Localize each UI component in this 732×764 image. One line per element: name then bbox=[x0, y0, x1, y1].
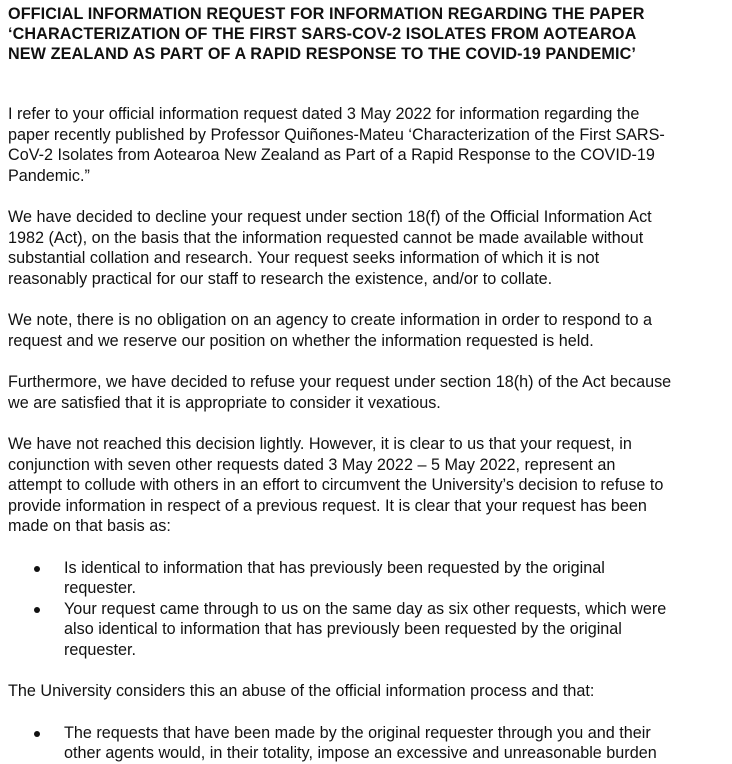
title-line: OFFICIAL INFORMATION REQUEST FOR INFORMATION REGARDING THE PAPER bbox=[8, 5, 645, 23]
bullet-icon bbox=[34, 566, 40, 572]
text-line: reasonably practical for our staff to research the existence, and/or to collate. bbox=[8, 269, 553, 288]
document-title bbox=[8, 4, 732, 64]
paragraph-no-obligation bbox=[8, 310, 732, 351]
paragraph-decision-reasoning bbox=[8, 434, 732, 537]
text-line: made on that basis as: bbox=[8, 517, 171, 535]
paragraph-abuse-statement bbox=[8, 681, 732, 702]
bullet-icon bbox=[34, 607, 40, 613]
text-line: Your request came through to us on the same day as six other requests, which were bbox=[64, 599, 667, 618]
text-line: requester. bbox=[64, 640, 136, 659]
text-line: conjunction with seven other requests dated 3 May 2022 – 5 May 2022, represent an bbox=[8, 455, 616, 474]
text-line: substantial collation and research. Your request seeks information of which it is not bbox=[8, 249, 600, 267]
paragraph-refuse-18h bbox=[8, 372, 732, 413]
text-line: The University considers this an abuse of the official information process and that: bbox=[8, 682, 595, 700]
text-line: 1982 (Act), on the basis that the information requested cannot be made available without bbox=[8, 228, 644, 247]
paragraph-decline-18f bbox=[8, 207, 732, 289]
paragraph-request-reference bbox=[8, 104, 732, 186]
bullet-icon bbox=[34, 731, 40, 737]
text-line: We note, there is no obligation on an agency to create information in order to respond to a bbox=[8, 311, 653, 329]
list-item bbox=[8, 558, 732, 599]
title-line: ‘CHARACTERIZATION OF THE FIRST SARS-COV-2 ISOLATES FROM AOTEAROA bbox=[8, 25, 637, 43]
title-line: NEW ZEALAND AS PART OF A RAPID RESPONSE TO THE COVID-19 PANDEMIC’ bbox=[8, 45, 636, 63]
bullet-list-reasons bbox=[8, 558, 732, 661]
text-line: CoV-2 Isolates from Aotearoa New Zealand as Part of a Rapid Response to the COVID-19 bbox=[8, 146, 655, 164]
text-line: other agents would, in their totality, impose an excessive and unreasonable burden bbox=[64, 744, 657, 762]
text-line: Is identical to information that has previously been requested by the original bbox=[64, 558, 605, 577]
text-line: I refer to your official information request dated 3 May 2022 for information regarding the bbox=[8, 105, 640, 123]
text-line: We have decided to decline your request under section 18(f) of the Official Information Act bbox=[8, 208, 652, 226]
document-page bbox=[8, 4, 732, 764]
text-line: we are satisfied that it is appropriate to consider it vexatious. bbox=[8, 393, 441, 412]
text-line: attempt to collude with others in an effort to circumvent the University’s decision to refuse to bbox=[8, 476, 664, 494]
text-line: We have not reached this decision lightly. However, it is clear to us that your request, in bbox=[8, 435, 632, 453]
text-line: provide information in respect of a previous request. It is clear that your request has been bbox=[8, 496, 647, 515]
text-line: also identical to information that has previously been requested by the original bbox=[64, 620, 622, 638]
text-line: Furthermore, we have decided to refuse your request under section 18(h) of the Act because bbox=[8, 373, 672, 391]
text-line: Pandemic.” bbox=[8, 166, 90, 185]
list-item bbox=[8, 599, 732, 661]
text-line: request and we reserve our position on whether the information requested is held. bbox=[8, 331, 594, 350]
text-line: The requests that have been made by the original requester through you and their bbox=[64, 723, 651, 742]
bullet-list-abuse bbox=[8, 723, 732, 764]
text-line: paper recently published by Professor Quiñones-Mateu ‘Characterization of the First SARS- bbox=[8, 125, 665, 144]
list-item bbox=[8, 723, 732, 764]
text-line: requester. bbox=[64, 579, 136, 597]
